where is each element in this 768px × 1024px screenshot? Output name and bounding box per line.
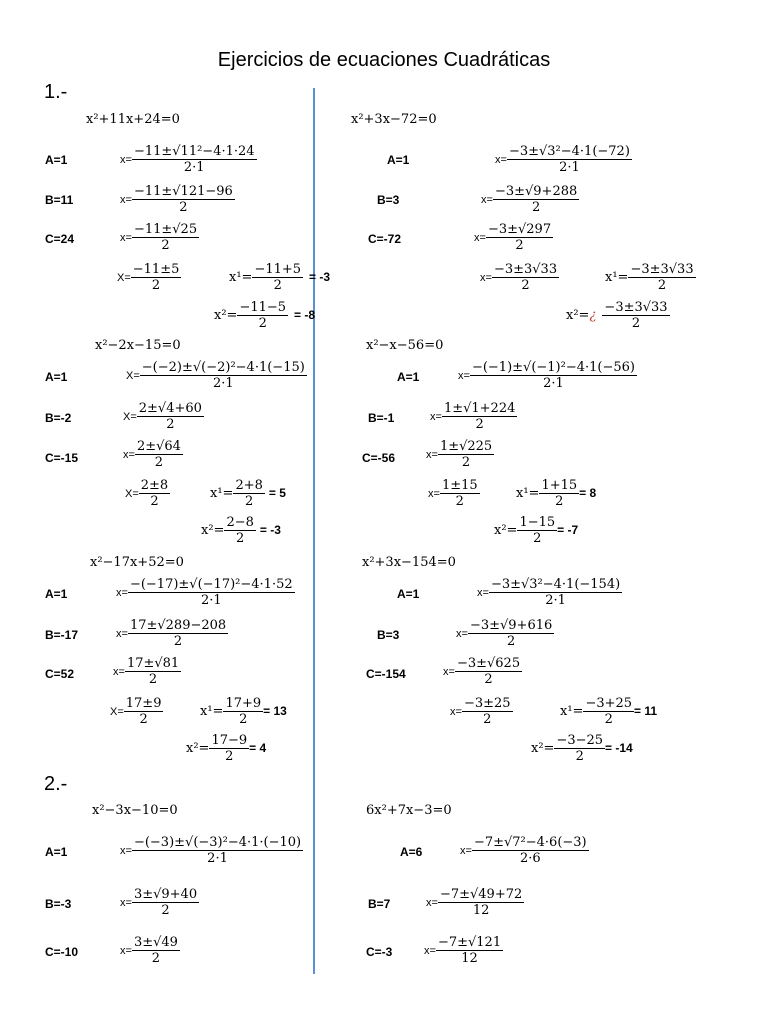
problem-4-step4: x= $\frac{1\pm 15}{2}$ xyxy=(428,478,478,509)
problem-5-step2: x= $\frac{17\pm√289-208}{2}$ xyxy=(116,618,227,649)
problem-5-step3: x= $\frac{17\pm√81}{2}$ xyxy=(113,656,180,687)
problem-2-root1: x¹= $\frac{-3\pm 3√33}{2}$ xyxy=(605,262,694,293)
column-divider xyxy=(313,88,315,974)
problem-3-b: B=-2 xyxy=(45,411,72,425)
problem-7-step2: x= $\frac{3\pm√9+40}{2}$ xyxy=(120,887,198,918)
problem-4-b: B=-1 xyxy=(368,411,395,425)
problem-4-root2: x²= $\frac{1-15}{2}$ = -7 xyxy=(494,515,579,546)
problem-5-equation: x²−17x+52=0 xyxy=(90,555,184,570)
problem-2-root2-mark: ¿ xyxy=(589,308,597,323)
problem-1-step2: x= $\frac{-11\pm√121-96}{2}$ xyxy=(120,184,233,215)
problem-5-c: C=52 xyxy=(45,667,75,681)
problem-5-step4: X= $\frac{17\pm 9}{2}$ xyxy=(110,696,162,727)
problem-4-a: A=1 xyxy=(397,370,420,384)
problem-7-c: C=-10 xyxy=(45,945,79,959)
problem-5-b: B=-17 xyxy=(45,628,79,642)
problem-1-a: A=1 xyxy=(45,153,68,167)
problem-2-equation: x²+3x−72=0 xyxy=(351,112,437,127)
section-2-heading: 2.- xyxy=(44,773,68,795)
problem-2-step3: x= $\frac{-3\pm√297}{2}$ xyxy=(474,222,552,253)
problem-8-b: B=7 xyxy=(368,897,391,911)
problem-6-root1: x¹= $\frac{-3+25}{2}$ = 11 xyxy=(560,696,658,727)
problem-6-step2: x= $\frac{-3\pm√9+616}{2}$ xyxy=(456,618,553,649)
problem-5-a: A=1 xyxy=(45,587,68,601)
problem-7-equation: x²−3x−10=0 xyxy=(92,803,178,818)
problem-3-formula: X= $\frac{\text{−(−2)±√(−2)²−4·1(−15)}}{2\cdot 1}$ xyxy=(126,360,305,391)
problem-3-root1: x¹= $\frac{2+8}{2}$ = 5 xyxy=(210,478,286,509)
problem-2-b: B=3 xyxy=(377,193,400,207)
problem-8-step3: x= $\frac{-7\pm√121}{12}$ xyxy=(424,935,502,966)
problem-7-formula: x= $\frac{\text{−(−3)±√(−3)²−4·1·(−10)}}{2\cdot 1}$ xyxy=(120,835,302,866)
problem-1-root2: x²= $\frac{-11-5}{2}$ = -8 xyxy=(214,300,316,331)
page-title: Ejercicios de ecuaciones Cuadráticas xyxy=(217,49,551,71)
problem-3-step4: X= $\frac{2\pm 8}{2}$ xyxy=(125,478,169,509)
problem-2-c: C=-72 xyxy=(368,232,402,246)
problem-1-c: C=24 xyxy=(45,232,75,246)
problem-5-root2: x²= $\frac{17-9}{2}$ = 4 xyxy=(186,733,267,764)
problem-4-equation: x²−x−56=0 xyxy=(366,338,444,353)
problem-8-a: A=6 xyxy=(400,845,423,859)
problem-6-root2: x²= $\frac{-3-25}{2}$ = -14 xyxy=(531,733,633,764)
problem-4-formula: x= $\frac{\text{−(−1)±√(−1)²−4·1(−56)}}{2\cdot 1}$ xyxy=(458,360,635,391)
problem-6-formula: x= $\frac{\text{−3±√3²−4·1(−154)}}{2\cdot 1}$ xyxy=(477,577,621,608)
problem-8-equation: 6x²+7x−3=0 xyxy=(366,803,452,818)
problem-5-formula: x= $\frac{\text{−(−17)±√(−17)²−4·1·52}}{2\cdot 1}$ xyxy=(116,577,293,608)
problem-8-step2: x= $\frac{-7\pm√49+72}{12}$ xyxy=(426,887,523,918)
problem-8-c: C=-3 xyxy=(366,945,393,959)
problem-3-c: C=-15 xyxy=(45,451,79,465)
problem-7-step3: x= $\frac{3\pm√49}{2}$ xyxy=(120,935,178,966)
problem-1-formula: x= $\frac{\text{−11±√11²−4·1·24}}{2\cdot 1}$ xyxy=(120,144,255,175)
problem-1-step3: x= $\frac{-11\pm√25}{2}$ xyxy=(120,222,198,253)
problem-7-a: A=1 xyxy=(45,845,68,859)
problem-3-root2: x²= $\frac{2-8}{2}$ = -3 xyxy=(201,515,281,546)
problem-6-a: A=1 xyxy=(397,587,420,601)
problem-2-root2: x²=¿ $\frac{-3\pm 3√33}{2}$ xyxy=(566,300,668,331)
problem-2-step2: x= $\frac{-3\pm√9+288}{2}$ xyxy=(481,184,578,215)
problem-8-formula: x= $\frac{\text{−7±√7²−4·6(−3)}}{2\cdot 6}$ xyxy=(460,835,587,866)
section-1-heading: 1.- xyxy=(44,81,68,103)
problem-6-step4: x= $\frac{-3\pm 25}{2}$ xyxy=(450,696,511,727)
problem-7-b: B=-3 xyxy=(45,897,72,911)
problem-3-step2: X= $\frac{2\pm√4+60}{2}$ xyxy=(123,401,202,432)
problem-1-step4: X= $\frac{-11\pm 5}{2}$ xyxy=(117,262,180,293)
problem-4-step2: x= $\frac{1\pm√1+224}{2}$ xyxy=(430,401,516,432)
problem-4-root1: x¹= $\frac{1+15}{2}$ = 8 xyxy=(516,478,597,509)
problem-2-a: A=1 xyxy=(387,153,410,167)
problem-2-step4: x= $\frac{-3\pm 3√33}{2}$ xyxy=(480,262,558,293)
problem-1-equation: x²+11x+24=0 xyxy=(86,112,180,127)
problem-6-equation: x²+3x−154=0 xyxy=(362,555,456,570)
problem-6-c: C=-154 xyxy=(366,667,406,681)
problem-6-step3: x= $\frac{-3\pm√625}{2}$ xyxy=(443,656,521,687)
problem-3-a: A=1 xyxy=(45,370,68,384)
problem-3-equation: x²−2x−15=0 xyxy=(95,338,181,353)
problem-5-root1: x¹= $\frac{17+9}{2}$ = 13 xyxy=(200,696,287,727)
problem-1-b: B=11 xyxy=(45,193,74,207)
problem-2-formula: x= $\frac{\text{−3±√3²−4·1(−72)}}{2\cdot 1}$ xyxy=(495,144,630,175)
problem-4-step3: x= $\frac{1\pm√225}{2}$ xyxy=(426,439,493,470)
problem-1-root1: x¹= $\frac{-11+5}{2}$ = -3 xyxy=(229,262,331,293)
problem-4-c: C=-56 xyxy=(362,451,396,465)
problem-6-b: B=3 xyxy=(377,628,400,642)
problem-3-step3: x= $\frac{2\pm√64}{2}$ xyxy=(123,439,181,470)
